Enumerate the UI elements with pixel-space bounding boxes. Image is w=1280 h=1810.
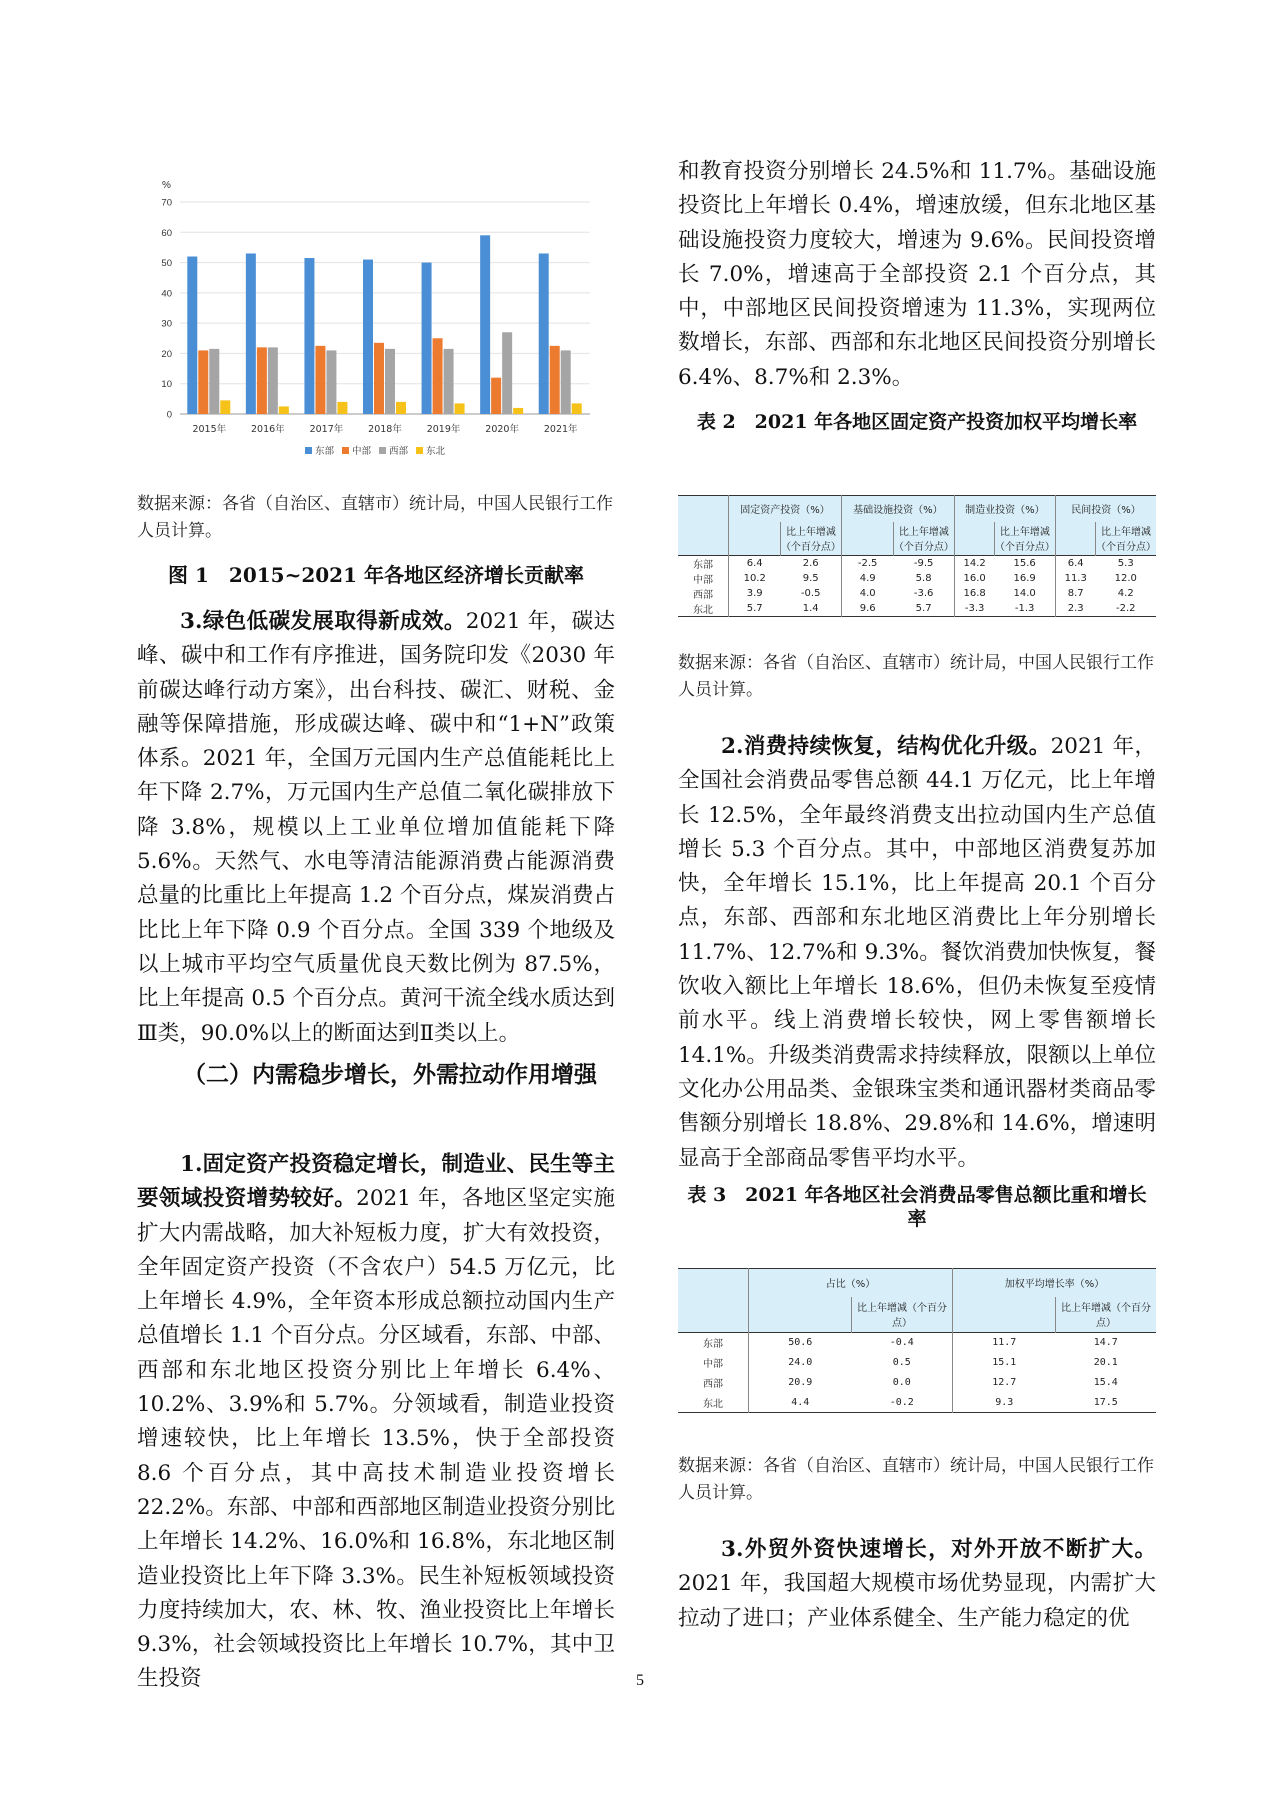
t3-value-cell: 17.5 xyxy=(1093,1396,1118,1408)
x-tick-label: 2019年 xyxy=(426,424,461,435)
t3-value-cell: 11.7 xyxy=(992,1337,1017,1349)
bar-东部-2020年 xyxy=(480,235,490,414)
y-tick-label: 60 xyxy=(161,227,172,239)
t2-row xyxy=(678,556,1156,572)
t2-region-cell: 西部 xyxy=(678,586,729,601)
legend-label: 东部 xyxy=(315,446,335,457)
t2-value-cell: 4.2 xyxy=(1117,588,1134,599)
t2-row xyxy=(678,601,1156,617)
bar-中部-2020年 xyxy=(491,378,501,414)
paragraph-foreign-trade: 3.外贸外资快速增长，对外开放不断扩大。2021 年，我国超大规模市场优势显现，内需扩大拉动了进口；产业体系健全、生产能力稳定的优 xyxy=(678,1537,1156,1631)
t2-value-cell: 5.7 xyxy=(746,603,763,614)
bar-东部-2019年 xyxy=(422,263,432,414)
bar-东北-2015年 xyxy=(220,400,230,414)
y-tick-label: 20 xyxy=(161,348,172,360)
t2-sub-2: 比上年增减（个百分点） xyxy=(994,522,1055,556)
legend-label: 西部 xyxy=(389,446,409,457)
t2-value-cell: 16.9 xyxy=(994,571,1055,586)
t3-value-cell: 15.4 xyxy=(1093,1377,1118,1388)
legend-swatch xyxy=(416,447,423,454)
t3-row xyxy=(678,1353,1156,1373)
t2-value-cell: 16.8 xyxy=(963,588,986,599)
bar-中部-2018年 xyxy=(374,343,384,414)
t2-value-cell: 12.0 xyxy=(1114,573,1137,584)
t2-sub-3: 比上年增减（个百分点） xyxy=(1096,527,1156,554)
t2-value-cell: 6.4 xyxy=(1067,558,1084,569)
paragraph-fixed-investment: 1.固定资产投资稳定增长，制造业、民生等主要领域投资增势较好。2021 年，各地区坚定实施扩大内需战略，加大补短板力度，扩大有效投资，全年固定资产投资（不含农户）54.5 万亿元，比上年增长 4.9%，全年资本形成总额拉动国内生产总值增长 1.1 个百分点。分区域看，东部、中部、西部和东北地区投资分别比上年增长 6.4%、10.2%、3.9%和 5.7%。分领域看，制造业投资增速较快，比上年增长 13.5%，快于全部投资 8.6 个百分点，其中高技术制造业投资增长 22.2%。东部、中部和西部地区制造业投资分别比上年增长 14.2%、16.0%和 16.8%，东北地区制造业投资比上年下降 3.3%。民生补短板领域投资力度持续加大，农、林、牧、渔业投资比上年增长 9.3%，社会领域投资比上年增长 10.7%，其中卫生投资 xyxy=(137,1152,615,1692)
paragraph-green-development: 3.绿色低碳发展取得新成效。2021 年，碳达峰、碳中和工作有序推进，国务院印发《2030 年前碳达峰行动方案》，出台科技、碳汇、财税、金融等保障措施，形成碳达峰、碳中和“1+N”政策体系。2021 年，全国万元国内生产总值能耗比上年下降 2.7%，万元国内生产总值二氧化碳排放下降 3.8%，规模以上工业单位增加值能耗下降 5.6%。天然气、水电等清洁能源消费占能源消费总量的比重比上年提高 1.2 个百分点，煤炭消费占比比上年下降 0.9 个百分点。全国 339 个地级及以上城市平均空气质量优良天数比例为 87.5%，比上年提高 0.5 个百分点。黄河干流全线水质达到Ⅲ类，90.0%以上的断面达到Ⅱ类以上。 xyxy=(137,609,615,1046)
t3-value-cell: 12.7 xyxy=(992,1377,1017,1388)
bar-西部-2015年 xyxy=(209,349,219,414)
t3-value-cell: -0.2 xyxy=(852,1393,953,1413)
t3-sub-0: 比上年增减（个百分点） xyxy=(852,1297,953,1333)
t2-value-cell: 3.9 xyxy=(746,588,763,599)
bar-东北-2017年 xyxy=(337,402,347,414)
t3-value-cell: 50.6 xyxy=(788,1337,813,1349)
t2-region-cell: 东北 xyxy=(678,601,729,617)
x-tick-label: 2016年 xyxy=(251,424,285,435)
t3-value-cell: 20.9 xyxy=(788,1377,813,1388)
t3-sub-1: 比上年增减（个百分点） xyxy=(1061,1303,1151,1330)
t3-group-1: 加权平均增长率（%） xyxy=(1004,1279,1105,1291)
t3-row xyxy=(678,1393,1156,1413)
x-tick-label: 2020年 xyxy=(485,424,519,435)
t2-value-cell: -9.5 xyxy=(893,556,954,572)
x-tick-label: 2018年 xyxy=(368,424,402,435)
fig1-source: 数据来源：各省（自治区、直辖市）统计局，中国人民银行工作人员计算。 xyxy=(137,494,613,541)
bar-东部-2015年 xyxy=(187,257,197,414)
t2-value-cell: 4.0 xyxy=(859,588,876,599)
t2-value-cell: 9.5 xyxy=(780,571,841,586)
t2-row xyxy=(678,586,1156,601)
y-tick-label: 70 xyxy=(161,197,172,209)
figure1-bar-chart xyxy=(150,170,620,480)
bar-东北-2016年 xyxy=(279,406,289,414)
t2-sub-1: 比上年增减（个百分点） xyxy=(893,522,954,556)
legend-swatch xyxy=(342,447,349,454)
legend-label: 东北 xyxy=(426,446,446,457)
bar-东北-2020年 xyxy=(513,408,523,414)
bar-中部-2015年 xyxy=(198,350,208,414)
t2-value-cell: -3.6 xyxy=(893,586,954,601)
t2-value-cell: -0.5 xyxy=(780,586,841,601)
t2-value-cell: 14.2 xyxy=(963,558,986,569)
bar-西部-2018年 xyxy=(385,349,395,414)
t2-group-3: 民间投资（%） xyxy=(1071,505,1141,517)
bar-西部-2017年 xyxy=(326,350,336,414)
y-tick-label: 40 xyxy=(161,288,172,300)
bar-西部-2021年 xyxy=(561,350,571,414)
t3-value-cell: 0.5 xyxy=(852,1353,953,1373)
t2-value-cell: 11.3 xyxy=(1064,573,1087,584)
t2-sub-0: 比上年增减（个百分点） xyxy=(780,522,841,556)
paragraph-infrastructure-cont: 和教育投资分别增长 24.5%和 11.7%。基础设施投资比上年增长 0.4%，增速放缓，但东北地区基础设施投资力度较大，增速为 9.6%。民间投资增长 7.0%，增速高于全部投资 2.1 个百分点，其中，中部地区民间投资增速为 11.3%，实现两位数增长，东部、西部和东北地区民间投资分别增长 6.4%、8.7%和 2.3%。 xyxy=(678,159,1156,390)
table2-caption: 表 2 2021 年各地区固定资产投资加权平均增长率 xyxy=(696,411,1138,433)
y-tick-label: 50 xyxy=(161,258,172,270)
t2-value-cell: 14.0 xyxy=(994,586,1055,601)
y-tick-label: 30 xyxy=(161,318,172,330)
t2-value-cell: 1.4 xyxy=(780,601,841,617)
t2-group-2: 制造业投资（%） xyxy=(954,496,1055,522)
t2-value-cell: -2.2 xyxy=(1115,603,1136,614)
t2-group-1: 基础设施投资（%） xyxy=(841,496,954,522)
t3-value-cell: 4.4 xyxy=(791,1396,810,1408)
legend-swatch xyxy=(379,447,386,454)
t3-value-cell: 9.3 xyxy=(995,1396,1014,1408)
bar-东北-2021年 xyxy=(572,403,582,414)
x-tick-label: 2015年 xyxy=(192,424,227,435)
t2-value-cell: 9.6 xyxy=(859,603,876,614)
t3-row xyxy=(678,1373,1156,1393)
t2-value-cell: 10.2 xyxy=(743,573,766,584)
y-unit-label: % xyxy=(162,180,171,191)
t2-value-cell: -1.3 xyxy=(994,601,1055,617)
t2-region-cell: 东部 xyxy=(678,556,729,572)
t2-value-cell: 5.7 xyxy=(893,601,954,617)
y-tick-label: 0 xyxy=(166,409,172,421)
t2-value-cell: 4.9 xyxy=(859,573,876,584)
t3-region-cell: 中部 xyxy=(678,1353,749,1373)
bar-东北-2019年 xyxy=(455,403,465,414)
bar-西部-2020年 xyxy=(502,332,512,414)
fig1-caption: 图 1 2015~2021 年各地区经济增长贡献率 xyxy=(168,563,584,587)
t3-row xyxy=(678,1333,1156,1353)
t3-region-cell: 东北 xyxy=(678,1393,749,1413)
x-tick-label: 2017年 xyxy=(309,424,344,435)
t2-value-cell: 8.7 xyxy=(1067,588,1084,599)
t3-value-cell: 0.0 xyxy=(852,1373,953,1393)
t3-region-cell: 西部 xyxy=(678,1373,749,1393)
t2-group-0: 固定资产投资（%） xyxy=(729,496,842,522)
t2-value-cell: 6.4 xyxy=(746,558,763,569)
bar-东部-2018年 xyxy=(363,260,373,414)
x-tick-label: 2021年 xyxy=(543,424,578,435)
table2-source: 数据来源：各省（自治区、直辖市）统计局，中国人民银行工作人员计算。 xyxy=(678,653,1154,700)
t2-value-cell: -3.3 xyxy=(964,603,985,614)
t3-value-cell: 24.0 xyxy=(788,1357,813,1368)
legend-label: 中部 xyxy=(352,446,372,457)
bar-中部-2017年 xyxy=(315,346,325,414)
t2-region-cell: 中部 xyxy=(678,571,729,586)
table3-caption: 表 3 2021 年各地区社会消费品零售总额比重和增长率 xyxy=(687,1184,1147,1230)
table2-investment-growth xyxy=(678,495,1156,617)
section-heading-domestic-demand: （二）内需稳步增长，外需拉动作用增强 xyxy=(183,1061,597,1088)
t2-value-cell: 5.3 xyxy=(1117,558,1134,569)
bar-东部-2021年 xyxy=(539,253,549,414)
t3-value-cell: 14.7 xyxy=(1093,1337,1118,1349)
bar-西部-2016年 xyxy=(268,347,278,414)
t2-value-cell: -2.5 xyxy=(857,558,878,569)
paragraph-consumption: 2.消费持续恢复，结构优化升级。2021 年，全国社会消费品零售总额 44.1 万亿元，比上年增长 12.5%，全年最终消费支出拉动国内生产总值增长 5.3 个百分点。其中，中部地区消费复苏加快，全年增长 15.1%，比上年提高 20.1 个百分点，东部、西部和东北地区消费比上年分别增长 11.7%、12.7%和 9.3%。餐饮消费加快恢复，餐饮收入额比上年增长 18.6%，但仍未恢复至疫情前水平。线上消费增长较快，网上零售额增长 14.1%。升级类消费需求持续释放，限额以上单位文化办公用品类、金银珠宝类和通讯器材类商品零售额分别增长 18.8%、29.8%和 14.6%，增速明显高于全部商品零售平均水平。 xyxy=(678,734,1156,1171)
t2-value-cell: 2.3 xyxy=(1067,603,1084,614)
bar-东北-2018年 xyxy=(396,402,406,414)
page-number: 5 xyxy=(636,1672,644,1689)
t2-row xyxy=(678,571,1156,586)
t3-region-cell: 东部 xyxy=(678,1333,749,1353)
bar-东部-2017年 xyxy=(304,258,314,414)
t3-value-cell: -0.4 xyxy=(852,1333,953,1353)
legend-swatch xyxy=(305,447,312,454)
bar-中部-2016年 xyxy=(257,347,267,414)
t2-value-cell: 16.0 xyxy=(963,573,986,584)
y-tick-label: 10 xyxy=(161,379,172,391)
t2-value-cell: 15.6 xyxy=(994,556,1055,572)
t2-value-cell: 2.6 xyxy=(780,556,841,572)
table3-source: 数据来源：各省（自治区、直辖市）统计局，中国人民银行工作人员计算。 xyxy=(678,1456,1154,1503)
bar-西部-2019年 xyxy=(444,349,454,414)
t3-value-cell: 15.1 xyxy=(992,1357,1017,1368)
t3-value-cell: 20.1 xyxy=(1093,1357,1118,1368)
table3-retail-sales xyxy=(678,1268,1156,1413)
t3-group-0: 占比（%） xyxy=(749,1269,953,1297)
t2-value-cell: 5.8 xyxy=(893,571,954,586)
bar-中部-2021年 xyxy=(550,346,560,414)
bar-东部-2016年 xyxy=(246,253,256,414)
bar-中部-2019年 xyxy=(433,338,443,414)
